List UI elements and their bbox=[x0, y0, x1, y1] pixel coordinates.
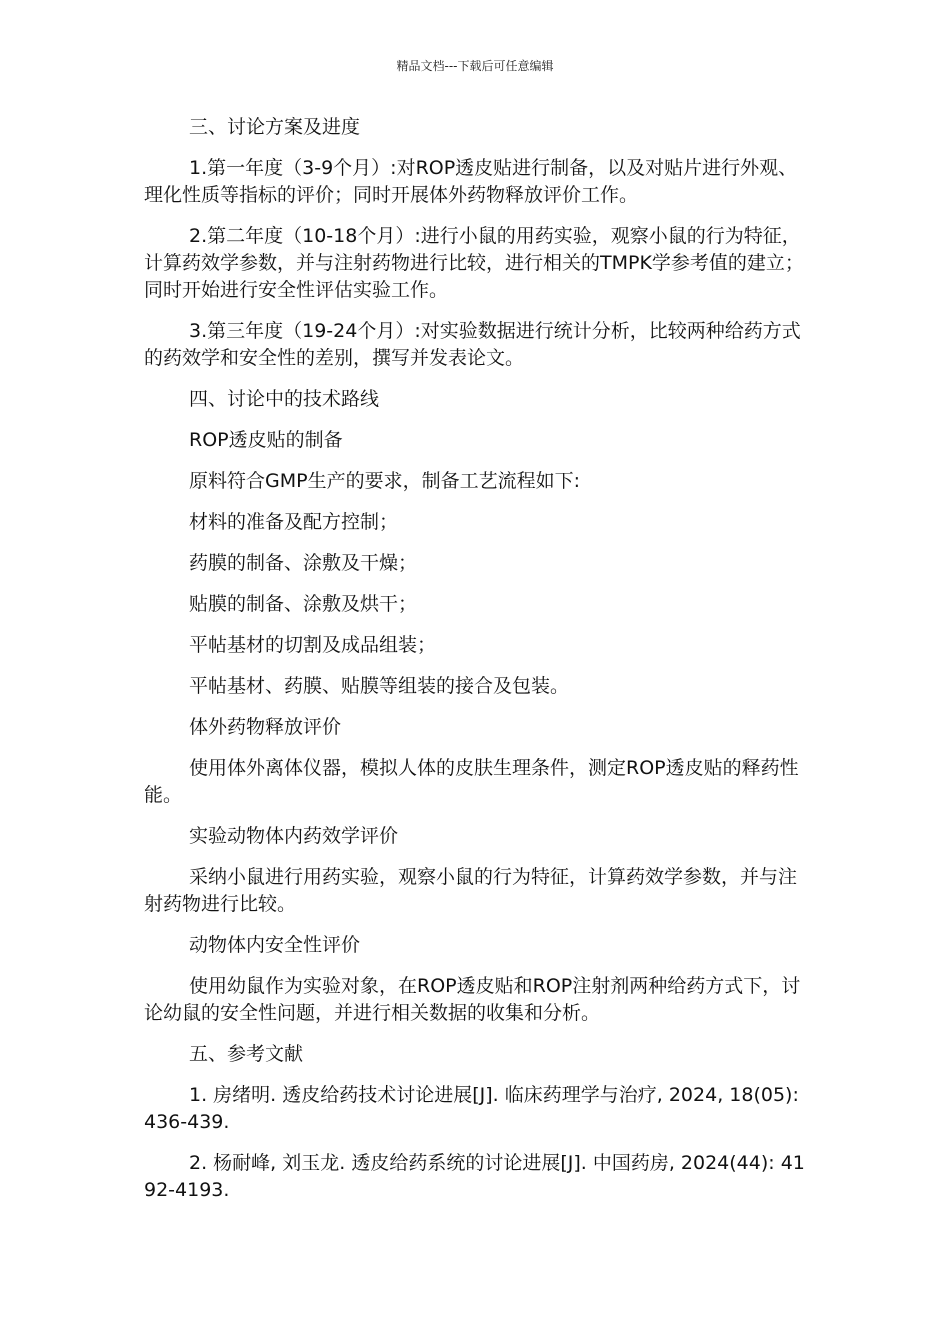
section-heading-3: 三、讨论方案及进度 bbox=[189, 116, 361, 138]
subheading-patch-preparation: ROP透皮贴的制备 bbox=[189, 429, 343, 451]
document-body bbox=[144, 114, 806, 1218]
section-heading-4: 四、讨论中的技术路线 bbox=[189, 388, 380, 410]
paragraph: 原料符合GMP生产的要求，制备工艺流程如下: bbox=[189, 470, 580, 492]
process-step: 平帖基材、药膜、贴膜等组装的接合及包装。 bbox=[189, 675, 570, 697]
schedule-year-3: 3.第三年度（19-24个月）:对实验数据进行统计分析，比较两种给药方式的药效学和安全性的差别，撰写并发表论文。 bbox=[144, 320, 801, 369]
subheading-safety: 动物体内安全性评价 bbox=[189, 934, 361, 956]
paragraph: 使用幼鼠作为实验对象，在ROP透皮贴和ROP注射剂两种给药方式下，讨论幼鼠的安全性问题，并进行相关数据的收集和分析。 bbox=[144, 975, 801, 1024]
reference-item: 1. 房绪明. 透皮给药技术讨论进展[J]. 临床药理学与治疗, 2024, 18(05): 436-439. bbox=[144, 1084, 799, 1133]
page-header: 精品文档---下载后可任意编辑 bbox=[396, 59, 554, 73]
paragraph: 采纳小鼠进行用药实验，观察小鼠的行为特征，计算药效学参数，并与注射药物进行比较。 bbox=[144, 866, 798, 915]
process-step: 平帖基材的切割及成品组装； bbox=[189, 634, 437, 656]
process-step: 材料的准备及配方控制； bbox=[189, 511, 399, 533]
subheading-in-vitro-release: 体外药物释放评价 bbox=[189, 716, 342, 738]
section-heading-5: 五、参考文献 bbox=[189, 1043, 304, 1065]
reference-item: 2. 杨耐峰, 刘玉龙. 透皮给药系统的讨论进展[J]. 中国药房, 2024(44): 4192-4193. bbox=[144, 1152, 805, 1201]
paragraph: 使用体外离体仪器，模拟人体的皮肤生理条件，测定ROP透皮贴的释药性能。 bbox=[144, 757, 799, 806]
process-step: 贴膜的制备、涂敷及烘干； bbox=[189, 593, 418, 615]
schedule-year-2: 2.第二年度（10-18个月）:进行小鼠的用药实验，观察小鼠的行为特征，计算药效学参数，并与注射药物进行比较，进行相关的TMPK学参考值的建立；同时开始进行安全性评估实验工作。 bbox=[144, 225, 804, 301]
subheading-pharmacodynamics: 实验动物体内药效学评价 bbox=[189, 825, 399, 847]
process-step: 药膜的制备、涂敷及干燥； bbox=[189, 552, 418, 574]
schedule-year-1: 1.第一年度（3-9个月）:对ROP透皮贴进行制备，以及对贴片进行外观、理化性质等指标的评价；同时开展体外药物释放评价工作。 bbox=[144, 157, 798, 206]
